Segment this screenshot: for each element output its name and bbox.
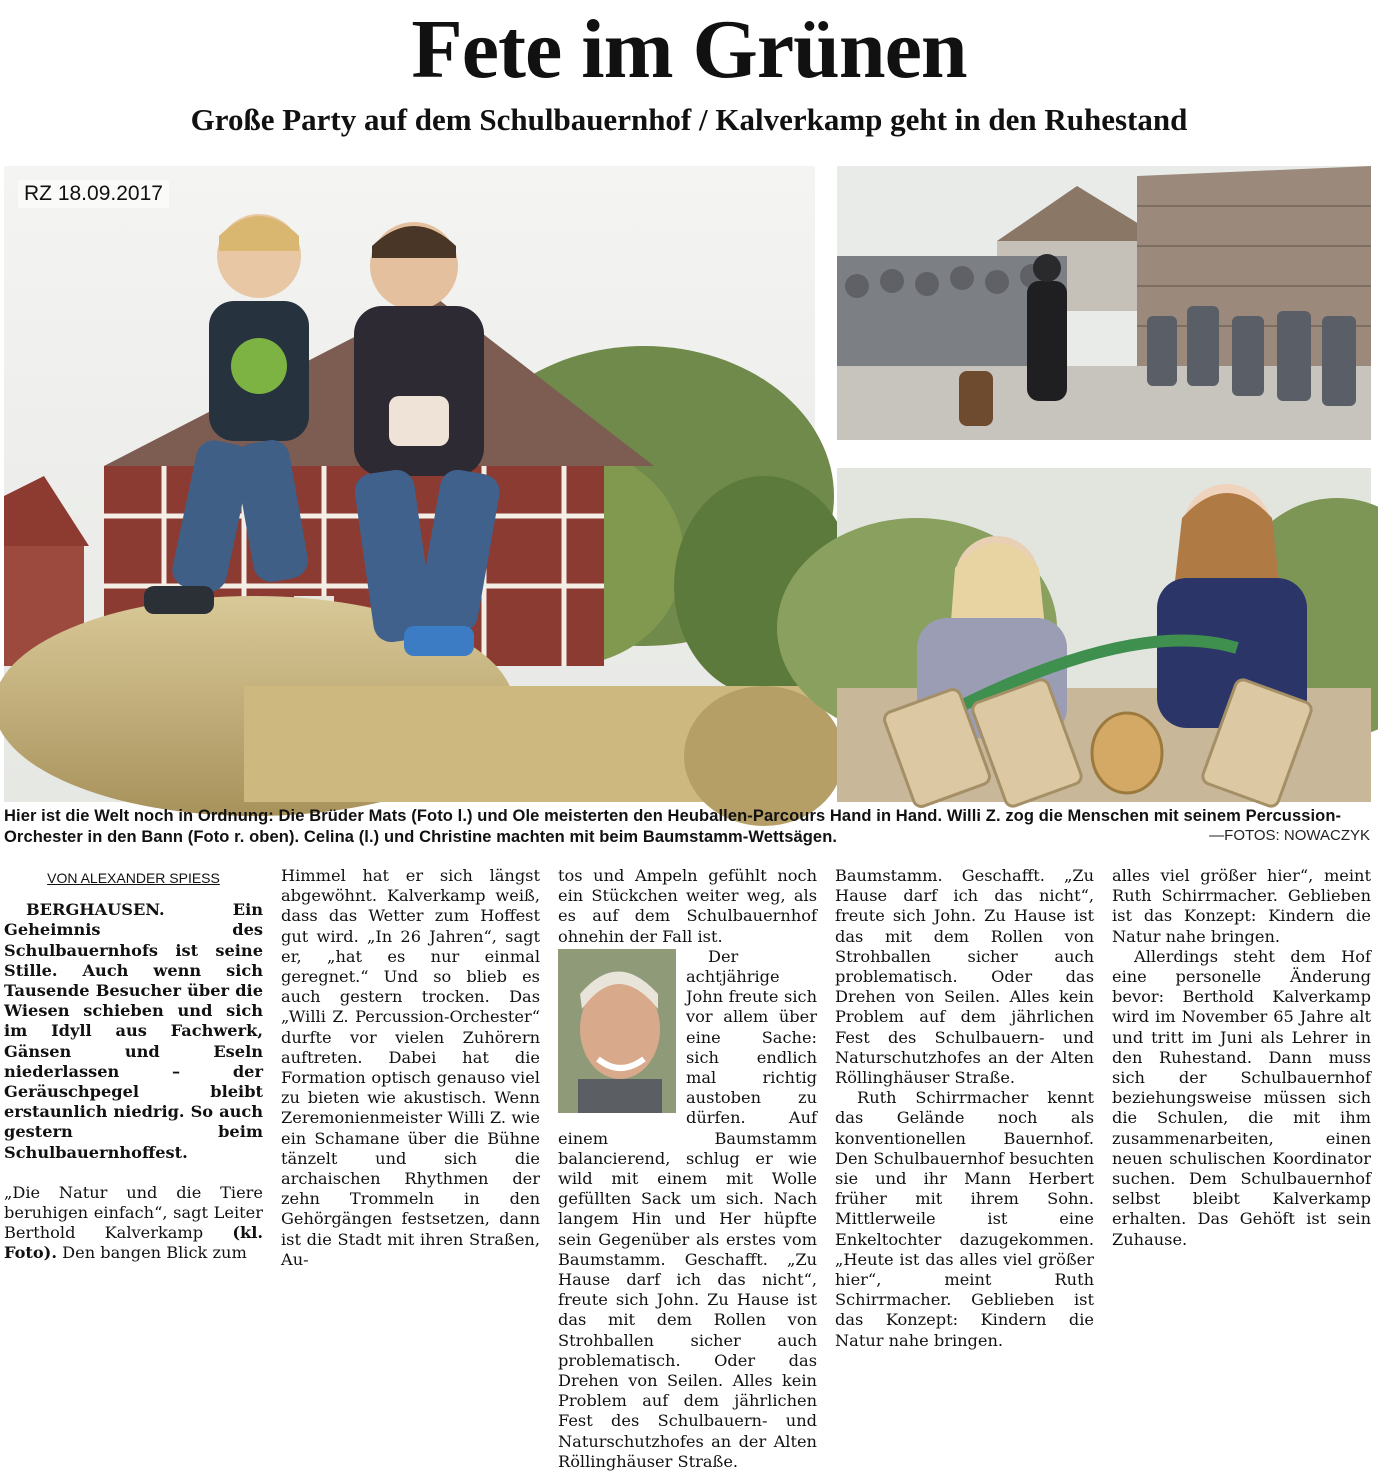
photo-percussion-orchestra-image	[837, 166, 1371, 440]
body-paragraph-2-end: Baumstamm. Geschafft. „Zu Hause darf ich das nicht“, freute sich John. Zu Hause ist das mit dem Rollen von Strohballen sicher auch problematisch. Oder das Drehen von Seilen. Alles kein Problem auf dem jährlichen Fest des Schulbauern- und Naturschutzhofes an der Alten Röllinghäuser Straße.	[835, 866, 1094, 1088]
lead-text: Ein Geheimnis des Schulbauernhofs ist seine Stille. Auch wenn sich Tausende Besucher über die Wiesen schieben und sich im Idyll aus Fachwerk, Gänsen und Eseln niederlassen – der Geräuschpegel bleibt erstaunlich niedrig. So auch gestern beim Schulbauernhoffest.	[4, 900, 263, 1162]
body-text-1c: Den bangen Blick zum	[62, 1243, 247, 1263]
article-column-2	[281, 866, 540, 1269]
body-paragraph-1-start	[4, 1183, 263, 1264]
body-text-1b: (kl. Foto).	[4, 1223, 263, 1263]
body-paragraph-1-end: tos und Ampeln gefühlt noch ein Stückchen weiter weg, als es auf dem Schulbauernhof ohnehin der Fall ist.	[558, 866, 817, 946]
lead-paragraph	[4, 900, 263, 1163]
article-column-3	[558, 866, 817, 1471]
photo-log-sawing	[837, 468, 1371, 802]
photo-caption: Hier ist die Welt noch in Ordnung: Die Brüder Mats (Foto l.) und Ole meisterten den Heuballen-Parcours Hand in Hand. Willi Z. zog die Menschen mit seinem Percussion-Orchester in den Bann (Foto r. oben). Celina (l.) und Christine machten mit beim Baumstamm-Wettsägen.	[4, 807, 1342, 846]
article-column-5	[1112, 866, 1371, 1254]
photo-log-sawing-image	[837, 468, 1371, 802]
photo-hay-bale-jump	[4, 166, 815, 802]
dateline: BERGHAUSEN.	[26, 900, 165, 920]
body-paragraph-4: Allerdings steht dem Hof eine personelle Änderung bevor: Berthold Kalverkamp wird im November 65 Jahre alt und tritt im Juni als Lehrer in den Ruhestand. Dann muss sich der Schulbauernhof beziehungsweise müssen sich die Schulen, die mit ihm zusammenarbeiten, einen neuen schulischen Koordinator suchen. Dem Schulbauernhof selbst bleibt Kalverkamp erhalten. Das Gehöft ist sein Zuhause.	[1112, 946, 1371, 1249]
article-column-4	[835, 866, 1094, 1350]
body-paragraph-1: Himmel hat er sich längst abgewöhnt. Kalverkamp weiß, dass das Wetter zum Hoffest gut wird. „In 26 Jahren“, sagt er, „hat es nur einmal geregnet.“ Und so blieb es auch gestern trocken. Das „Willi Z. Percussion-Orchester“ durfte vor vielen Zuhörern auftreten. Dabei hat die Formation optisch genauso viel zu bieten wie akustisch. Wenn Zeremonienmeister Willi Z. wie ein Schamane über die Bühne tänzelt und sich die archaischen Rhythmen der zehn Trommeln in den Gehörgängen festsetzen, dann ist die Stadt mit ihren Straßen, Au-	[281, 866, 540, 1269]
portrait-kalverkamp	[558, 949, 676, 1113]
subheadline: Große Party auf dem Schulbauernhof / Kalverkamp geht in den Ruhestand	[190, 102, 1188, 137]
article-column-1	[4, 866, 263, 1263]
date-stamp: RZ 18.09.2017	[18, 180, 169, 208]
body-paragraph-3-end: alles viel größer hier“, meint Ruth Schirrmacher. Geblieben ist das Konzept: Kindern die Natur nahe bringen.	[1112, 866, 1371, 946]
body-paragraph-3: Ruth Schirrmacher kennt das Gelände noch als konventionellen Bauernhof. Den Schulbauernhof besuchten sie und ihr Mann Herbert früher mit ihrem Sohn. Mittlerweile ist eine Enkeltochter dazugekommen. „Heute ist das alles viel größer hier“, meint Ruth Schirrmacher. Geblieben ist das Konzept: Kindern die Natur nahe bringen.	[835, 1088, 1094, 1350]
photo-hay-bale-jump-image	[4, 166, 815, 802]
photo-credit: —FOTOS: NOWACZYK	[1209, 827, 1370, 844]
photo-percussion-orchestra	[837, 166, 1371, 440]
portrait-kalverkamp-image	[558, 949, 676, 1113]
body-text-1a: „Die Natur und die Tiere beruhigen einfach“, sagt Leiter Berthold Kalverkamp	[4, 1182, 263, 1243]
byline: VON ALEXANDER SPIESS	[47, 870, 220, 886]
headline: Fete im Grünen	[411, 3, 967, 96]
body-paragraph-2: Der achtjährige John freute sich vor allem über eine Sache: sich endlich mal richtig austoben zu dürfen. Auf einem Baumstamm balancierend, schlug er wie wild mit einem mit Wolle gefüllten Sack um sich. Nach langem Hin und Her hüpfte sein Gegenüber als erstes vom Baumstamm. Geschafft. „Zu Hause darf ich das nicht“, freute sich John. Zu Hause ist das mit dem Rollen von Strohballen sicher auch problematisch. Oder das Drehen von Seilen. Alles kein Problem auf dem jährlichen Fest des Schulbauern- und Naturschutzhofes an der Alten Röllinghäuser Straße.	[558, 946, 817, 1471]
